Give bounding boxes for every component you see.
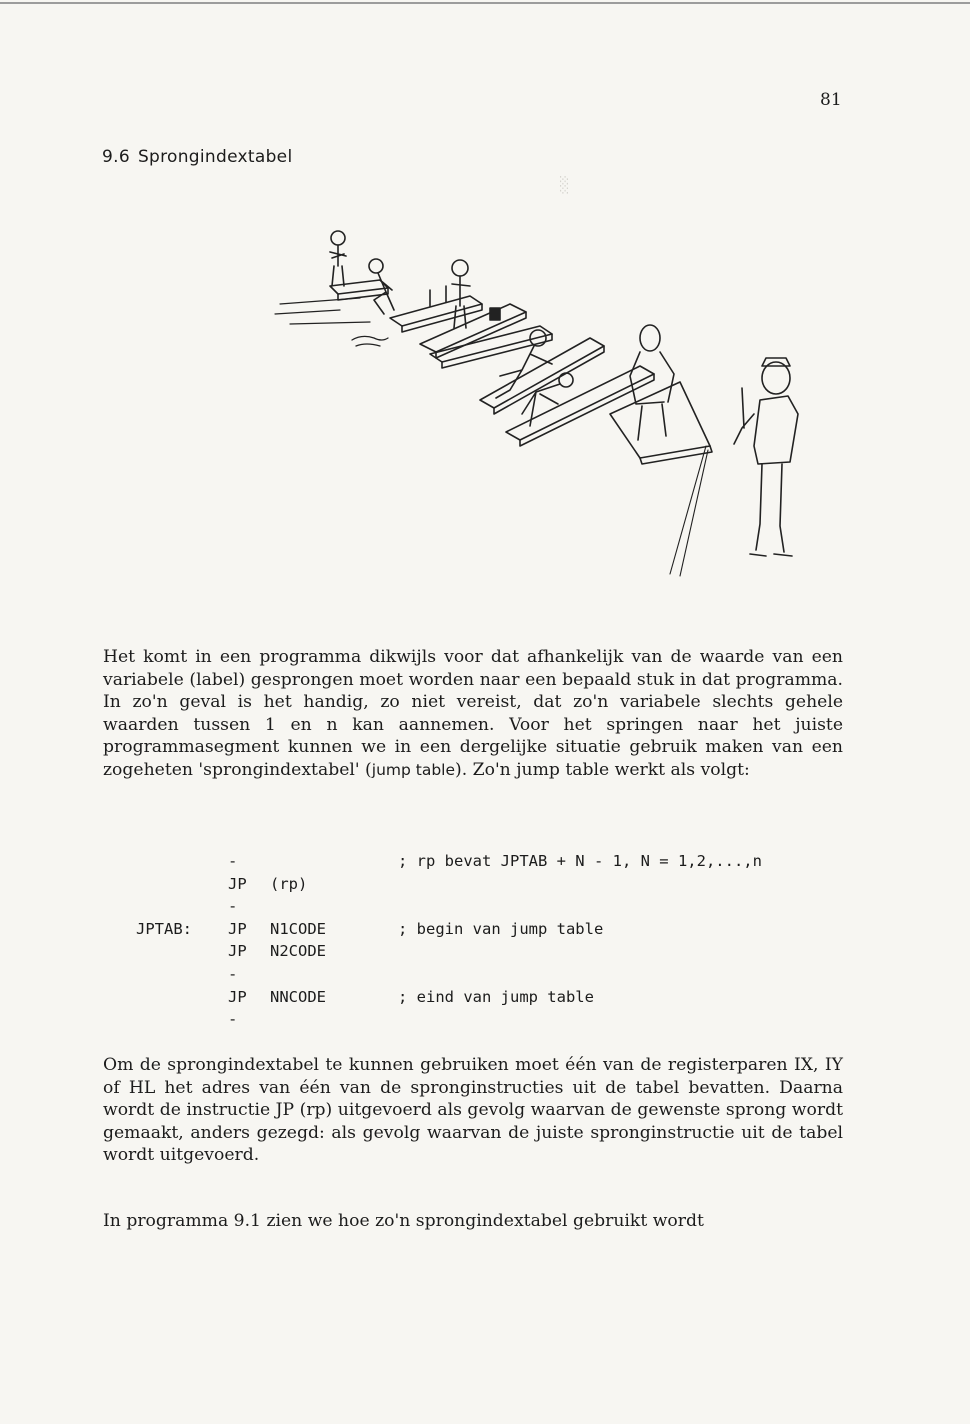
bleed-through-text: ░ [560, 176, 570, 194]
supervisor-figure [734, 358, 798, 556]
code-opcode: - [228, 964, 238, 983]
section-number: 9.6 [102, 147, 130, 167]
code-line [136, 920, 856, 943]
code-opcode: JP [228, 919, 247, 938]
explanation-paragraph: Om de sprongindextabel te kunnen gebruiken moet één van de registerparen IX, IY of HL het adres van één van de spronginstructies uit de tabel bevatten. Daarna wordt de instructie JP (rp) uitgevoerd als gevolg waarvan de gewenste sprong wordt gemaakt, anders gezegd: als gevolg waarvan de juiste spronginstructie uit de tabel wordt uitgevoerd. [103, 1055, 843, 1165]
intro-text-a: Het komt in een programma dikwijls voor dat afhankelijk van de waarde van een variabele (label) gesprongen moet worden naar een bepaald stuk in dat programma. In zo'n geval is het handig, zo niet vereist, dat zo'n variabele slechts gehele waarden tussen 1 en n kan aannemen. Voor het springen naar het juiste programmasegment kunnen we in een dergelijke situatie gebruik maken van een zogeheten 'sprongindextabel' ( [103, 647, 843, 780]
board-6 [506, 366, 654, 446]
closing-paragraph: In programma 9.1 zien we hoe zo'n sprongindextabel gebruikt wordt [103, 1211, 704, 1231]
code-operand: N1CODE [270, 919, 326, 938]
code-operand: NNCODE [270, 987, 326, 1006]
board-2 [390, 286, 482, 332]
code-operand: N2CODE [270, 942, 326, 961]
figure-2 [369, 259, 394, 314]
intro-text-b: ). Zo'n jump table werkt als volgt: [455, 759, 750, 780]
code-opcode: - [228, 897, 238, 916]
code-line [136, 875, 856, 898]
page-number: 81 [820, 90, 842, 110]
figure-1 [330, 231, 346, 286]
section-title: Sprongindextabel [137, 147, 293, 167]
code-line [136, 852, 856, 875]
code-opcode: - [228, 852, 238, 870]
code-opcode: JP [228, 987, 247, 1006]
diving-boards-illustration [270, 214, 820, 634]
code-line [136, 897, 856, 920]
code-opcode: JP [228, 874, 247, 893]
code-line [136, 942, 856, 965]
code-line [136, 1010, 856, 1033]
code-label: JPTAB: [136, 919, 192, 938]
code-operand: (rp) [270, 874, 308, 893]
code-line [136, 988, 856, 1011]
code-comment: ; rp bevat JPTAB + N - 1, N = 1,2,...,n [398, 852, 762, 870]
figure-3 [452, 260, 470, 328]
code-listing [136, 852, 856, 1033]
section-heading [102, 147, 292, 167]
code-line [136, 965, 856, 988]
intro-paragraph [103, 646, 843, 781]
top-edge-rule [0, 2, 970, 4]
board-5 [480, 338, 604, 414]
code-comment: ; eind van jump table [398, 987, 594, 1006]
code-opcode: JP [228, 942, 247, 961]
jump-table-term: jump table [371, 760, 456, 779]
code-comment: ; begin van jump table [398, 919, 604, 938]
code-opcode: - [228, 1010, 238, 1029]
